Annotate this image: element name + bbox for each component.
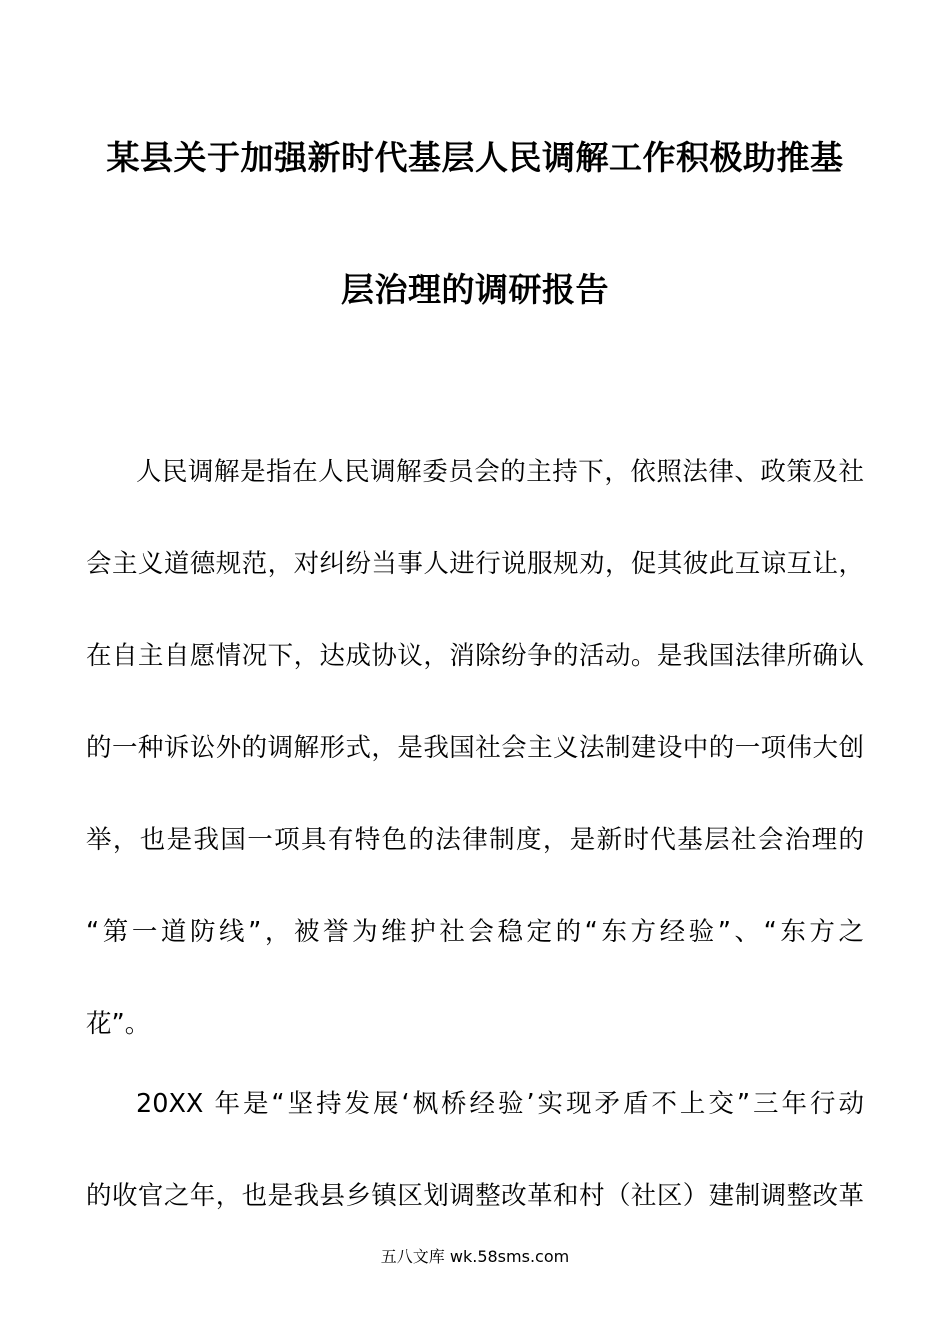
footer-watermark: 五八文库 wk.58sms.com [380,1247,570,1266]
paragraph-1-line-5: 举，也是我国一项具有特色的法律制度，是新时代基层社会治理的 [86,825,864,855]
paragraph-1-line-2: 会主义道德规范，对纠纷当事人进行说服规劝，促其彼此互谅互让， [86,549,864,579]
paragraph-2-line-2: 的收官之年，也是我县乡镇区划调整改革和村（社区）建制调整改革 [86,1181,864,1211]
document-title-line-2: 层治理的调研报告 [341,270,609,309]
paragraph-1-line-4: 的一种诉讼外的调解形式，是我国社会主义法制建设中的一项伟大创 [86,733,864,763]
paragraph-1-line-3: 在自主自愿情况下，达成协议，消除纷争的活动。是我国法律所确认 [86,641,864,671]
document-title-line-1: 某县关于加强新时代基层人民调解工作积极助推基 [106,138,844,177]
paragraph-1-line-6: “第一道防线”，被誉为维护社会稳定的“东方经验”、“东方之 [86,917,864,947]
paragraph-1-line-7: 花”。 [86,1009,151,1039]
paragraph-1-line-1: 人民调解是指在人民调解委员会的主持下，依照法律、政策及社 [136,457,864,487]
paragraph-2-line-1: 20XX 年是“坚持发展‘枫桥经验’实现矛盾不上交”三年行动 [136,1089,864,1119]
